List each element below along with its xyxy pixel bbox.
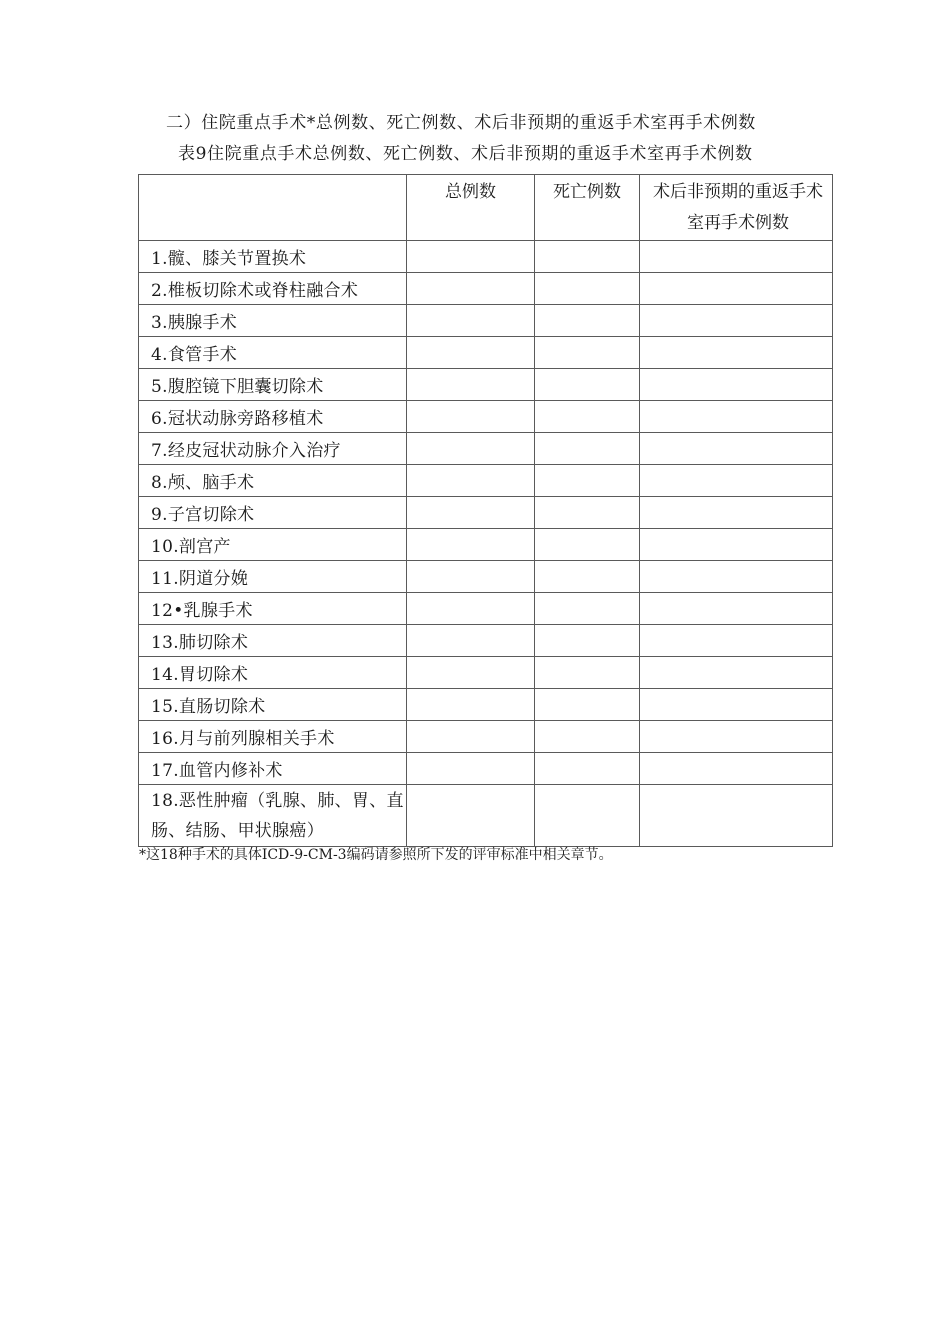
reoperation-count-cell bbox=[640, 561, 833, 593]
footnote: *这18种手术的具体ICD-9-CM-3编码请参照所下发的评审标准中相关章节。 bbox=[139, 847, 613, 863]
table-row bbox=[139, 465, 833, 497]
procedure-name-cell: 5.腹腔镜下胆囊切除术 bbox=[139, 369, 407, 401]
header-cell-total: 总例数 bbox=[407, 175, 535, 241]
death-count-cell bbox=[535, 241, 640, 273]
total-count-cell bbox=[407, 433, 535, 465]
reoperation-count-cell bbox=[640, 497, 833, 529]
total-count-cell bbox=[407, 753, 535, 785]
total-count-cell bbox=[407, 401, 535, 433]
table-row bbox=[139, 273, 833, 305]
table-row bbox=[139, 593, 833, 625]
total-count-cell bbox=[407, 273, 535, 305]
death-count-cell bbox=[535, 529, 640, 561]
death-count-cell bbox=[535, 497, 640, 529]
reoperation-count-cell bbox=[640, 625, 833, 657]
total-count-cell bbox=[407, 689, 535, 721]
table-row bbox=[139, 497, 833, 529]
procedure-name-cell: 7.经皮冠状动脉介入治疗 bbox=[139, 433, 407, 465]
table-row bbox=[139, 561, 833, 593]
death-count-cell bbox=[535, 785, 640, 847]
total-count-cell bbox=[407, 465, 535, 497]
procedure-name-cell: 17.血管内修补术 bbox=[139, 753, 407, 785]
table-row bbox=[139, 241, 833, 273]
header-cell-deaths: 死亡例数 bbox=[535, 175, 640, 241]
total-count-cell bbox=[407, 369, 535, 401]
table-row bbox=[139, 401, 833, 433]
table-row bbox=[139, 625, 833, 657]
procedure-name-cell: 16.月与前列腺相关手术 bbox=[139, 721, 407, 753]
reoperation-count-cell bbox=[640, 241, 833, 273]
procedure-name-cell: 9.子宫切除术 bbox=[139, 497, 407, 529]
death-count-cell bbox=[535, 561, 640, 593]
table-row bbox=[139, 657, 833, 689]
reoperation-count-cell bbox=[640, 593, 833, 625]
total-count-cell bbox=[407, 721, 535, 753]
death-count-cell bbox=[535, 625, 640, 657]
procedure-name-cell: 10.剖宫产 bbox=[139, 529, 407, 561]
procedure-name-cell: 3.胰腺手术 bbox=[139, 305, 407, 337]
reoperation-count-cell bbox=[640, 657, 833, 689]
death-count-cell bbox=[535, 593, 640, 625]
procedure-name-cell: 18.恶性肿瘤（乳腺、肺、胃、直肠、结肠、甲状腺癌） bbox=[139, 785, 407, 847]
procedure-name-cell: 11.阴道分娩 bbox=[139, 561, 407, 593]
reoperation-count-cell bbox=[640, 273, 833, 305]
table-caption: 表9住院重点手术总例数、死亡例数、术后非预期的重返手术室再手术例数 bbox=[178, 144, 753, 164]
death-count-cell bbox=[535, 657, 640, 689]
procedure-name-cell: 4.食管手术 bbox=[139, 337, 407, 369]
table-row bbox=[139, 305, 833, 337]
total-count-cell bbox=[407, 241, 535, 273]
procedure-name-cell: 14.胃切除术 bbox=[139, 657, 407, 689]
total-count-cell bbox=[407, 529, 535, 561]
total-count-cell bbox=[407, 625, 535, 657]
death-count-cell bbox=[535, 305, 640, 337]
death-count-cell bbox=[535, 337, 640, 369]
total-count-cell bbox=[407, 337, 535, 369]
death-count-cell bbox=[535, 401, 640, 433]
reoperation-count-cell bbox=[640, 433, 833, 465]
death-count-cell bbox=[535, 721, 640, 753]
table-row bbox=[139, 753, 833, 785]
header-cell-reoperations: 术后非预期的重返手术室再手术例数 bbox=[640, 175, 833, 241]
total-count-cell bbox=[407, 305, 535, 337]
reoperation-count-cell bbox=[640, 465, 833, 497]
procedure-name-cell: 2.椎板切除术或脊柱融合术 bbox=[139, 273, 407, 305]
reoperation-count-cell bbox=[640, 785, 833, 847]
procedure-name-cell: 13.肺切除术 bbox=[139, 625, 407, 657]
reoperation-count-cell bbox=[640, 721, 833, 753]
reoperation-count-cell bbox=[640, 753, 833, 785]
table-row bbox=[139, 433, 833, 465]
table-header-row bbox=[139, 175, 833, 241]
procedure-name-cell: 15.直肠切除术 bbox=[139, 689, 407, 721]
section-title: 二）住院重点手术*总例数、死亡例数、术后非预期的重返手术室再手术例数 bbox=[166, 113, 756, 133]
procedure-name-cell: 12•乳腺手术 bbox=[139, 593, 407, 625]
table-row bbox=[139, 785, 833, 847]
death-count-cell bbox=[535, 753, 640, 785]
reoperation-count-cell bbox=[640, 529, 833, 561]
procedure-name-cell: 6.冠状动脉旁路移植术 bbox=[139, 401, 407, 433]
death-count-cell bbox=[535, 369, 640, 401]
total-count-cell bbox=[407, 657, 535, 689]
reoperation-count-cell bbox=[640, 401, 833, 433]
table-row bbox=[139, 337, 833, 369]
table-row bbox=[139, 369, 833, 401]
total-count-cell bbox=[407, 785, 535, 847]
reoperation-count-cell bbox=[640, 305, 833, 337]
header-cell-procedure bbox=[139, 175, 407, 241]
table-row bbox=[139, 529, 833, 561]
table-row bbox=[139, 721, 833, 753]
reoperation-count-cell bbox=[640, 337, 833, 369]
death-count-cell bbox=[535, 689, 640, 721]
reoperation-count-cell bbox=[640, 369, 833, 401]
procedure-name-cell: 1.髋、膝关节置换术 bbox=[139, 241, 407, 273]
total-count-cell bbox=[407, 561, 535, 593]
reoperation-count-cell bbox=[640, 689, 833, 721]
table-row bbox=[139, 689, 833, 721]
procedure-name-cell: 8.颅、脑手术 bbox=[139, 465, 407, 497]
death-count-cell bbox=[535, 273, 640, 305]
total-count-cell bbox=[407, 593, 535, 625]
death-count-cell bbox=[535, 433, 640, 465]
total-count-cell bbox=[407, 497, 535, 529]
surgery-statistics-table bbox=[138, 174, 833, 847]
death-count-cell bbox=[535, 465, 640, 497]
